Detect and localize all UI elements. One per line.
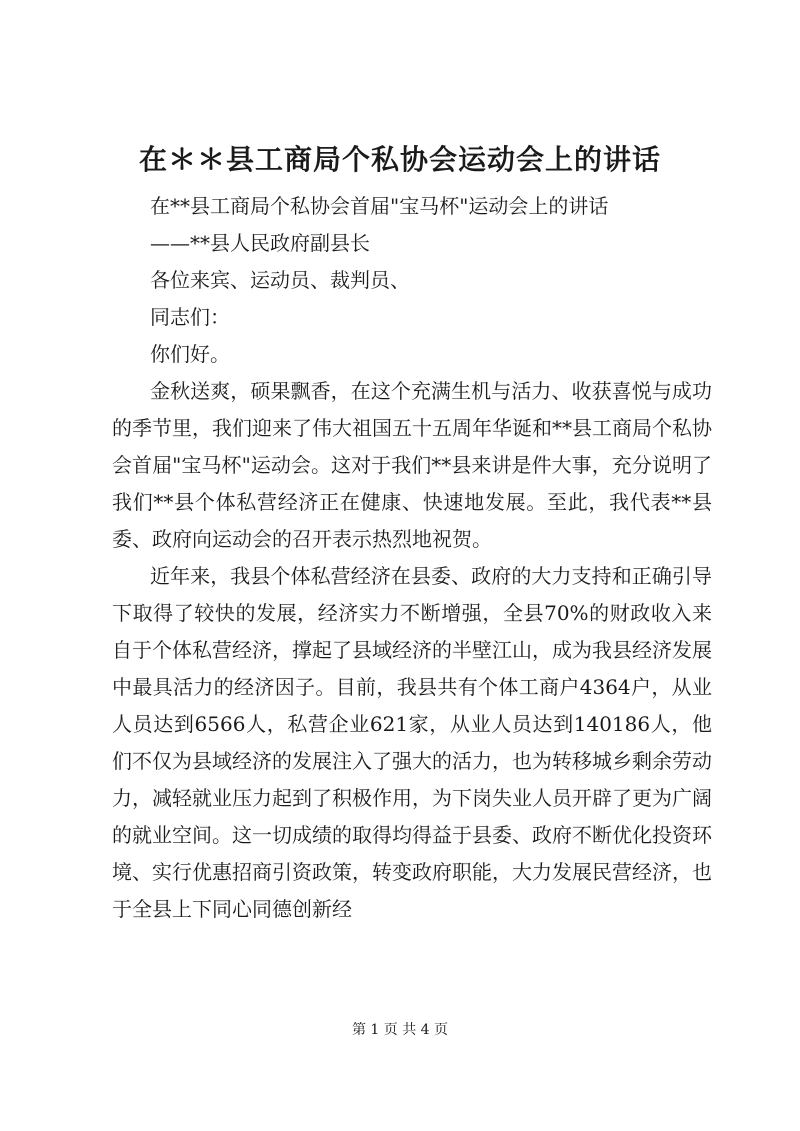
body-paragraph-2: 近年来，我县个体私营经济在县委、政府的大力支持和正确引导下取得了较快的发展，经济实力不断增强，全县70%的财政收入来自于个体私营经济，撑起了县域经济的半壁江山，成为我县经济发展中最具活力的经济因子。目前，我县共有个体工商户4364户，从业人员达到6566人，私营企业621家，从业人员达到140186人，他们不仅为县域经济的发展注入了强大的活力，也为转移城乡剩余劳动力，减轻就业压力起到了积极作用，为下岗失业人员开辟了更为广阔的就业空间。这一切成绩的取得均得益于县委、政府不断优化投资环境、实行优惠招商引资政策，转变政府职能，大力发展民营经济，也于全县上下同心同德创新经 bbox=[112, 564, 712, 921]
speech-subtitle: 在**县工商局个私协会首届"宝马杯"运动会上的讲话 bbox=[150, 194, 609, 218]
salutation-line-1: 各位来宾、运动员、裁判员、 bbox=[150, 268, 410, 292]
document-body bbox=[112, 188, 712, 928]
salutation-line-2: 同志们： bbox=[150, 305, 230, 329]
page-footer: 第 1 页 共 4 页 bbox=[351, 1022, 449, 1038]
body-paragraph-1: 金秋送爽，硕果飘香，在这个充满生机与活力、收获喜悦与成功的季节里，我们迎来了伟大祖国五十五周年华诞和**县工商局个私协会首届"宝马杯"运动会。这对于我们**县来讲是件大事，充分说明了我们**县个体私营经济正在健康、快速地发展。至此，我代表**县委、政府向运动会的召开表示热烈地祝贺。 bbox=[112, 379, 712, 551]
greeting-line: 你们好。 bbox=[150, 342, 230, 366]
document-title: 在＊＊县工商局个私协会运动会上的讲话 bbox=[138, 143, 661, 176]
speaker-line: ——**县人民政府副县长 bbox=[150, 231, 370, 255]
